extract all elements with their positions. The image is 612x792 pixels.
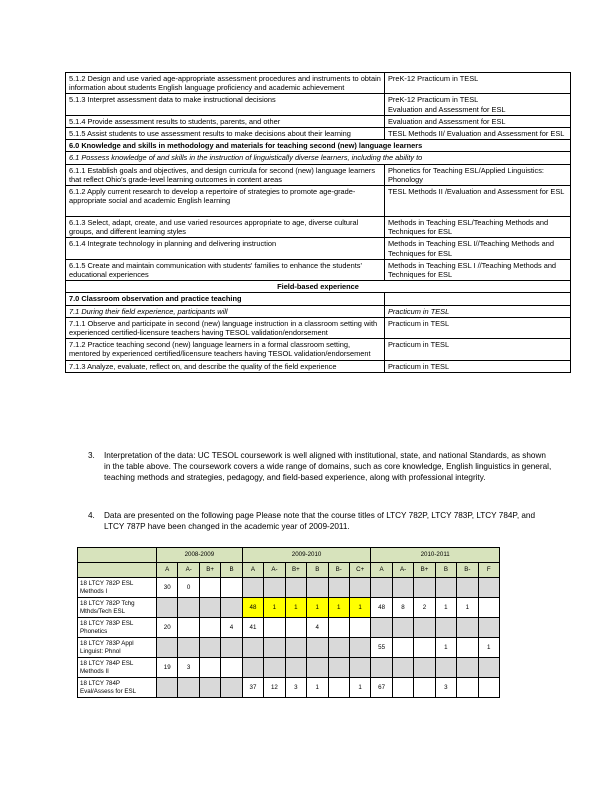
grade-count bbox=[371, 578, 392, 598]
grade-count: 1 bbox=[435, 598, 456, 618]
grade-count bbox=[478, 678, 499, 698]
course-label: 18 LTCY 783P ESL Phonetics bbox=[78, 618, 157, 638]
grade-header: B+ bbox=[285, 563, 306, 578]
table-cell: 6.1 Possess knowledge of and skills in the instruction of linguistically diverse learners, including the ability to bbox=[66, 152, 571, 164]
table-cell: Field-based experience bbox=[66, 281, 571, 293]
table-row bbox=[66, 281, 571, 293]
course-cell: Practicum in TESL bbox=[385, 360, 571, 372]
grade-count bbox=[264, 618, 285, 638]
grade-count bbox=[392, 578, 413, 598]
list-item-3 bbox=[88, 450, 554, 483]
table-row bbox=[78, 578, 500, 598]
grade-header: B bbox=[307, 563, 328, 578]
grade-count bbox=[392, 638, 413, 658]
grade-count: 30 bbox=[157, 578, 178, 598]
grade-header: F bbox=[478, 563, 499, 578]
table-row bbox=[66, 115, 571, 127]
grade-count bbox=[435, 618, 456, 638]
table-cell bbox=[78, 548, 157, 563]
grade-count: 20 bbox=[157, 618, 178, 638]
grade-count bbox=[264, 578, 285, 598]
table-header-row bbox=[78, 563, 500, 578]
item-text: Data are presented on the following page Please note that the course titles of LTCY 782P, LTCY 783P, LTCY 784P, and LTCY 787P have been changed in the academic year of 2009-2011. bbox=[104, 511, 536, 531]
standard-cell: 6.1.2 Apply current research to develop a repertoire of strategies to promote age-grade-appropriate social and academic English learning bbox=[66, 186, 385, 217]
grade-count bbox=[199, 578, 220, 598]
standard-cell: 5.1.3 Interpret assessment data to make instructional decisions bbox=[66, 94, 385, 115]
grade-header: B- bbox=[328, 563, 349, 578]
table-row bbox=[78, 598, 500, 618]
course-cell: Evaluation and Assessment for ESL bbox=[385, 115, 571, 127]
grade-count: 0 bbox=[178, 578, 199, 598]
course-cell bbox=[385, 293, 571, 305]
grade-count: 1 bbox=[328, 598, 349, 618]
grade-count bbox=[157, 638, 178, 658]
grade-count: 12 bbox=[264, 678, 285, 698]
standard-cell: 5.1.4 Provide assessment results to students, parents, and other bbox=[66, 115, 385, 127]
grade-count bbox=[221, 598, 242, 618]
grade-count: 1 bbox=[478, 638, 499, 658]
course-cell: PreK-12 Practicum in TESL Evaluation and Assessment for ESL bbox=[385, 94, 571, 115]
grade-count bbox=[414, 678, 435, 698]
grade-header: B bbox=[435, 563, 456, 578]
table-row bbox=[66, 339, 571, 360]
grade-count bbox=[328, 638, 349, 658]
grade-count bbox=[178, 618, 199, 638]
course-label: 18 LTCY 782P Tchg Mthds/Tech ESL bbox=[78, 598, 157, 618]
grade-count bbox=[307, 578, 328, 598]
grade-count: 3 bbox=[435, 678, 456, 698]
grade-count bbox=[199, 598, 220, 618]
grade-count: 48 bbox=[242, 598, 263, 618]
grade-count bbox=[221, 578, 242, 598]
grade-count bbox=[221, 658, 242, 678]
table-row bbox=[66, 128, 571, 140]
grade-header: A bbox=[242, 563, 263, 578]
grade-count bbox=[285, 638, 306, 658]
grade-count bbox=[371, 618, 392, 638]
standard-cell: 7.1.1 Observe and participate in second (new) language instruction in a classroom setting with experienced certified-licensure teachers having TESOL validation/endorsement bbox=[66, 317, 385, 338]
grade-count bbox=[457, 638, 478, 658]
grade-header: C+ bbox=[349, 563, 370, 578]
course-cell: Methods in Teaching ESL I//Teaching Methods and Techniques for ESL bbox=[385, 238, 571, 259]
grade-count bbox=[221, 678, 242, 698]
grade-header: A- bbox=[264, 563, 285, 578]
standard-cell: 7.1.3 Analyze, evaluate, reflect on, and describe the quality of the field experience bbox=[66, 360, 385, 372]
standard-cell: 6.1.4 Integrate technology in planning and delivering instruction bbox=[66, 238, 385, 259]
course-cell: PreK-12 Practicum in TESL bbox=[385, 73, 571, 94]
course-label: 18 LTCY 783P Appl Linguist: Phnol bbox=[78, 638, 157, 658]
grade-count: 19 bbox=[157, 658, 178, 678]
table-row bbox=[78, 678, 500, 698]
year-header: 2008-2009 bbox=[157, 548, 243, 563]
grade-count: 1 bbox=[349, 598, 370, 618]
grade-count bbox=[199, 658, 220, 678]
grade-count: 37 bbox=[242, 678, 263, 698]
table-row bbox=[66, 140, 571, 152]
table-row bbox=[66, 293, 571, 305]
grade-header: A- bbox=[178, 563, 199, 578]
course-cell: TESL Methods II /Evaluation and Assessment for ESL bbox=[385, 186, 571, 217]
grade-count bbox=[328, 678, 349, 698]
grade-count bbox=[435, 578, 456, 598]
grade-count bbox=[457, 678, 478, 698]
grade-count bbox=[199, 678, 220, 698]
grade-count bbox=[349, 578, 370, 598]
table-row bbox=[66, 152, 571, 164]
grade-count bbox=[435, 658, 456, 678]
grades-table bbox=[77, 547, 500, 698]
year-header: 2010-2011 bbox=[371, 548, 500, 563]
grade-count bbox=[457, 618, 478, 638]
grade-count bbox=[478, 598, 499, 618]
grade-count bbox=[371, 658, 392, 678]
grade-header: A bbox=[371, 563, 392, 578]
grade-count bbox=[414, 618, 435, 638]
grade-count bbox=[242, 658, 263, 678]
table-row bbox=[66, 317, 571, 338]
grade-count bbox=[242, 638, 263, 658]
grade-count: 55 bbox=[371, 638, 392, 658]
grade-count bbox=[157, 678, 178, 698]
grade-count bbox=[307, 638, 328, 658]
table-row bbox=[66, 360, 571, 372]
grade-count bbox=[285, 618, 306, 638]
table-row bbox=[66, 305, 571, 317]
standard-cell: 6.1.1 Establish goals and objectives, and design curricula for second (new) language learners that reflect Ohio's grade-level learning outcomes in content areas bbox=[66, 164, 385, 185]
grade-count bbox=[285, 658, 306, 678]
grade-count: 48 bbox=[371, 598, 392, 618]
grade-count: 1 bbox=[307, 678, 328, 698]
grade-count bbox=[221, 638, 242, 658]
grade-count bbox=[199, 638, 220, 658]
grade-count bbox=[457, 658, 478, 678]
grade-count bbox=[242, 578, 263, 598]
table-row bbox=[78, 658, 500, 678]
table-row bbox=[66, 259, 571, 280]
grade-count bbox=[414, 638, 435, 658]
table-row bbox=[66, 186, 571, 217]
course-cell: Phonetics for Teaching ESL/Applied Linguistics: Phonology bbox=[385, 164, 571, 185]
grade-count: 1 bbox=[435, 638, 456, 658]
grade-count: 1 bbox=[457, 598, 478, 618]
grade-count: 67 bbox=[371, 678, 392, 698]
course-cell: Practicum in TESL bbox=[385, 339, 571, 360]
grade-count: 41 bbox=[242, 618, 263, 638]
grade-count: 3 bbox=[178, 658, 199, 678]
table-row bbox=[66, 94, 571, 115]
course-cell: Methods in Teaching ESL I //Teaching Methods and Techniques for ESL bbox=[385, 259, 571, 280]
table-row bbox=[66, 164, 571, 185]
grade-count bbox=[392, 678, 413, 698]
list-item-4 bbox=[88, 510, 554, 532]
grade-count: 8 bbox=[392, 598, 413, 618]
standard-cell: 5.1.2 Design and use varied age-appropriate assessment procedures and instruments to obtain information about students English language proficiency and academic achievement bbox=[66, 73, 385, 94]
item-number: 4. bbox=[88, 511, 95, 520]
grade-header: B- bbox=[457, 563, 478, 578]
grade-header: A- bbox=[392, 563, 413, 578]
grade-count bbox=[328, 618, 349, 638]
grade-header: B bbox=[221, 563, 242, 578]
grade-count bbox=[478, 658, 499, 678]
grade-header: B+ bbox=[199, 563, 220, 578]
standard-cell: 7.1.2 Practice teaching second (new) language learners in a formal classroom setting, mentored by experienced certified/licensure teachers having TESOL validation/endorsement bbox=[66, 339, 385, 360]
standards-table bbox=[65, 72, 571, 373]
grade-count bbox=[349, 658, 370, 678]
grade-count bbox=[328, 658, 349, 678]
grade-count: 4 bbox=[221, 618, 242, 638]
table-cell: 6.0 Knowledge and skills in methodology and materials for teaching second (new) language learners bbox=[66, 140, 571, 152]
grade-count: 1 bbox=[307, 598, 328, 618]
standard-cell: 6.1.3 Select, adapt, create, and use varied resources appropriate to age, diverse cultural groups, and different learning styles bbox=[66, 217, 385, 238]
course-cell: TESL Methods II/ Evaluation and Assessment for ESL bbox=[385, 128, 571, 140]
grade-count bbox=[478, 578, 499, 598]
grade-count bbox=[328, 578, 349, 598]
grade-count bbox=[478, 618, 499, 638]
table-cell bbox=[78, 563, 157, 578]
grade-count bbox=[178, 598, 199, 618]
grade-count bbox=[264, 658, 285, 678]
table-row bbox=[66, 217, 571, 238]
grade-count: 1 bbox=[285, 598, 306, 618]
grade-count bbox=[307, 658, 328, 678]
grade-count: 4 bbox=[307, 618, 328, 638]
table-header-row bbox=[78, 548, 500, 563]
grade-header: B+ bbox=[414, 563, 435, 578]
table-row bbox=[78, 638, 500, 658]
table-row bbox=[66, 73, 571, 94]
course-label: 18 LTCY 784P ESL Methods II bbox=[78, 658, 157, 678]
grade-count: 2 bbox=[414, 598, 435, 618]
standard-cell: 5.1.5 Assist students to use assessment results to make decisions about their learning bbox=[66, 128, 385, 140]
grade-count bbox=[414, 578, 435, 598]
grade-count: 3 bbox=[285, 678, 306, 698]
grade-count bbox=[414, 658, 435, 678]
course-cell: Methods in Teaching ESL/Teaching Methods and Techniques for ESL bbox=[385, 217, 571, 238]
standard-cell: 6.1.5 Create and maintain communication with students' families to enhance the students' educational experiences bbox=[66, 259, 385, 280]
table-row bbox=[66, 238, 571, 259]
grade-header: A bbox=[157, 563, 178, 578]
grade-count bbox=[349, 618, 370, 638]
grade-count bbox=[349, 638, 370, 658]
grade-count bbox=[457, 578, 478, 598]
grade-count bbox=[199, 618, 220, 638]
item-number: 3. bbox=[88, 451, 95, 460]
grade-count: 1 bbox=[349, 678, 370, 698]
course-cell: Practicum in TESL bbox=[385, 305, 571, 317]
grade-count bbox=[285, 578, 306, 598]
grade-count bbox=[178, 638, 199, 658]
grade-count bbox=[178, 678, 199, 698]
course-label: 18 LTCY 784P Eval/Assess for ESL bbox=[78, 678, 157, 698]
standard-cell: 7.0 Classroom observation and practice teaching bbox=[66, 293, 385, 305]
item-text: Interpretation of the data: UC TESOL coursework is well aligned with institutional, state, and national Standards, as shown in the table above. The coursework covers a wide range of domains, such as core knowledge, English linguistics in general, teaching methods and strategies, pedagogy, and field-based experience, along with professional integrity. bbox=[104, 451, 552, 482]
course-label: 18 LTCY 782P ESL Methods I bbox=[78, 578, 157, 598]
standard-cell: 7.1 During their field experience, participants will bbox=[66, 305, 385, 317]
course-cell: Practicum in TESL bbox=[385, 317, 571, 338]
grade-count bbox=[392, 658, 413, 678]
grade-count bbox=[392, 618, 413, 638]
year-header: 2009-2010 bbox=[242, 548, 371, 563]
grade-count bbox=[157, 598, 178, 618]
table-row bbox=[78, 618, 500, 638]
grade-count: 1 bbox=[264, 598, 285, 618]
grade-count bbox=[264, 638, 285, 658]
